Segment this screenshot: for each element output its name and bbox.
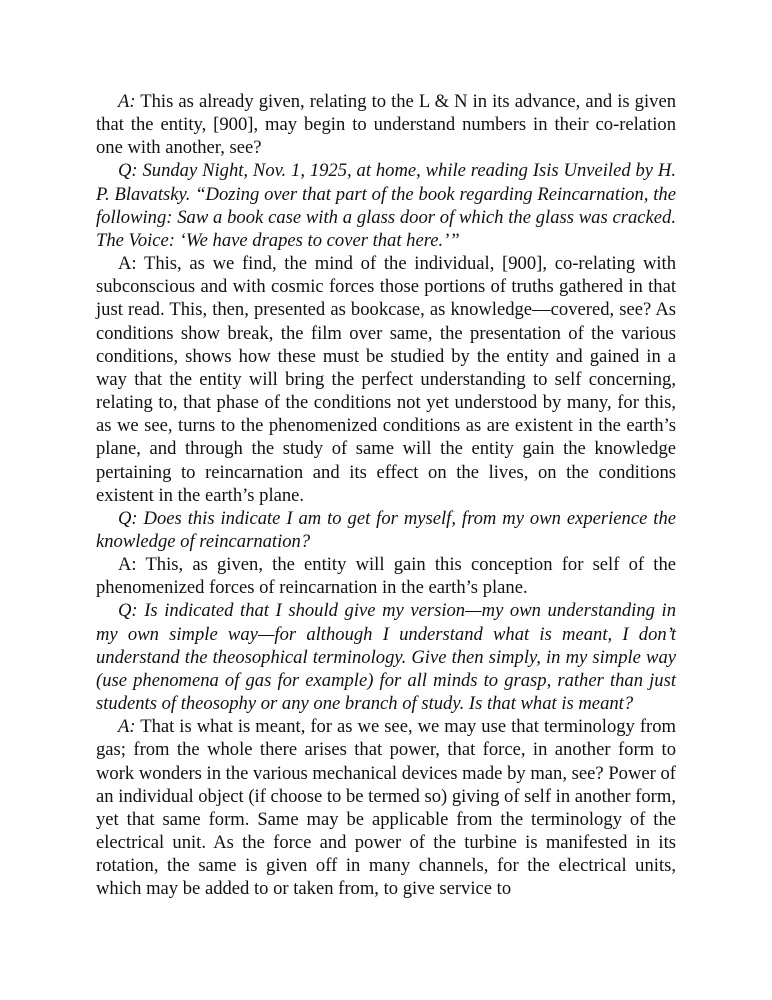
question-paragraph [96, 507, 676, 553]
answer-paragraph [96, 90, 676, 159]
answer-paragraph [96, 553, 676, 599]
paragraph-text: This, as given, the entity will gain this conception for self of the phenomenized forces of reincarnation in the earth’s plane. [96, 554, 676, 599]
answer-paragraph [96, 252, 676, 507]
paragraph-text: This as already given, relating to the L & N in its advance, and is given that the entity, [900], may begin to understand numbers in their co-relation one with another, see? [96, 91, 676, 159]
paragraph-text: Is indicated that I should give my version—my own understanding in my own simple way—for although I understand what is meant, I don’t understand the theosophical terminology. Give then simply, in my simple way (use phenomena of gas for example) for all minds to grasp, rather than just students of theosophy or any one branch of study. Is that what is meant? [96, 600, 676, 715]
paragraph-text: That is what is meant, for as we see, we may use that terminology from gas; from the whole there arises that power, that force, in another form to work wonders in the various mechanical devices made by man, see? Power of an individual object (if choose to be termed so) giving of self in another form, yet that same form. Same may be applicable from the terminology of the electrical unit. As the force and power of the turbine is manifested in its rotation, the same is given off in many channels, for the electrical units, which may be added to or taken from, to give service to [96, 716, 676, 900]
speaker-label: Q: [118, 507, 138, 529]
speaker-label: Q: [118, 600, 138, 622]
question-paragraph [96, 599, 676, 715]
paragraph-text: Sunday Night, Nov. 1, 1925, at home, while reading Isis Unveiled by H. P. Blavatsky. “Dozing over that part of the book regarding Reincarnation, the following: Saw a book case with a glass door of which the glass was cracked. The Voice: ‘We have drapes to cover that here.’” [96, 160, 676, 251]
speaker-label: A: [118, 91, 136, 112]
paragraph-text: Does this indicate I am to get for myself, from my own experience the knowledge of reincarnation? [96, 507, 676, 552]
paragraph-text: This, as we find, the mind of the individual, [900], co-relating with subconscious and with cosmic forces those portions of truths gathered in that just read. This, then, presented as bookcase, as knowledge—covered, see? As conditions show break, the film over same, the presentation of the various conditions, shows how these must be studied by the entity and gained in a way that the entity will bring the perfect understanding to self concerning, relating to, that phase of the conditions not yet understood by many, for this, as we see, turns to the phenomenized conditions as are existent in the earth’s plane, and through the study of same will the entity gain the knowledge pertaining to reincarnation and its effect on the lives, on the conditions existent in the earth’s plane. [96, 253, 676, 506]
document-page [96, 90, 676, 900]
speaker-label: Q: [118, 160, 138, 182]
speaker-label: A: [118, 253, 137, 275]
question-paragraph [96, 159, 676, 252]
speaker-label: A: [118, 554, 137, 576]
speaker-label: A: [118, 716, 136, 738]
answer-paragraph [96, 715, 676, 900]
